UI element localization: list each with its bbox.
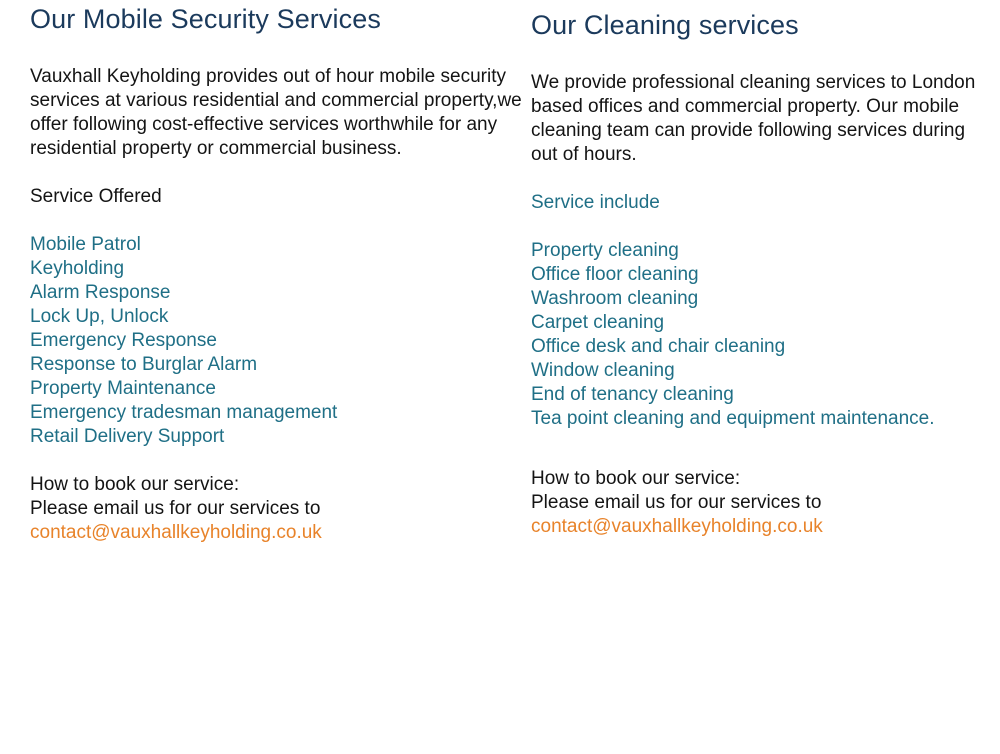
list-item[interactable]: End of tenancy cleaning (531, 383, 734, 405)
list-item[interactable]: Tea point cleaning and equipment maintenance. (531, 407, 935, 429)
cleaning-service-include-heading: Service include (531, 191, 660, 213)
cleaning-contact-email-link[interactable]: contact@vauxhallkeyholding.co.uk (531, 515, 823, 537)
list-item[interactable]: Response to Burglar Alarm (30, 353, 258, 375)
list-item[interactable]: Office floor cleaning (531, 263, 699, 285)
security-booking-instruction: Please email us for our services to (30, 497, 321, 519)
list-item[interactable]: Window cleaning (531, 359, 675, 381)
mobile-security-services-column (30, 0, 520, 545)
security-booking-heading: How to book our service: (30, 473, 240, 495)
list-item[interactable]: Alarm Response (30, 281, 171, 303)
list-item[interactable]: Retail Delivery Support (30, 425, 225, 447)
cleaning-booking-instruction: Please email us for our services to (531, 491, 822, 513)
list-item[interactable]: Emergency tradesman management (30, 401, 338, 423)
security-service-offered-heading: Service Offered (30, 185, 162, 207)
list-item[interactable]: Emergency Response (30, 329, 217, 351)
list-item[interactable]: Keyholding (30, 257, 125, 279)
cleaning-services-column (531, 0, 991, 539)
cleaning-booking-block (531, 467, 991, 539)
cleaning-booking-heading: How to book our service: (531, 467, 741, 489)
list-item[interactable]: Mobile Patrol (30, 233, 141, 255)
cleaning-intro-paragraph: We provide professional cleaning services to London based offices and commercial property. Our mobile cleaning team can provide following services during out of hours. (531, 71, 976, 165)
list-item[interactable]: Washroom cleaning (531, 287, 699, 309)
list-item[interactable]: Carpet cleaning (531, 311, 665, 333)
security-intro-paragraph: Vauxhall Keyholding provides out of hour mobile security services at various residential and commercial property,we offer following cost-effective services worthwhile for any residential property or commercial business. (30, 65, 522, 159)
cleaning-service-list (531, 239, 991, 431)
list-item[interactable]: Property cleaning (531, 239, 679, 261)
list-item[interactable]: Lock Up, Unlock (30, 305, 169, 327)
security-contact-email-link[interactable]: contact@vauxhallkeyholding.co.uk (30, 521, 322, 543)
page-title-security: Our Mobile Security Services (30, 4, 381, 34)
security-service-list (30, 233, 520, 449)
security-booking-block (30, 473, 520, 545)
list-item[interactable]: Office desk and chair cleaning (531, 335, 786, 357)
list-item[interactable]: Property Maintenance (30, 377, 216, 399)
page-title-cleaning: Our Cleaning services (531, 10, 799, 40)
